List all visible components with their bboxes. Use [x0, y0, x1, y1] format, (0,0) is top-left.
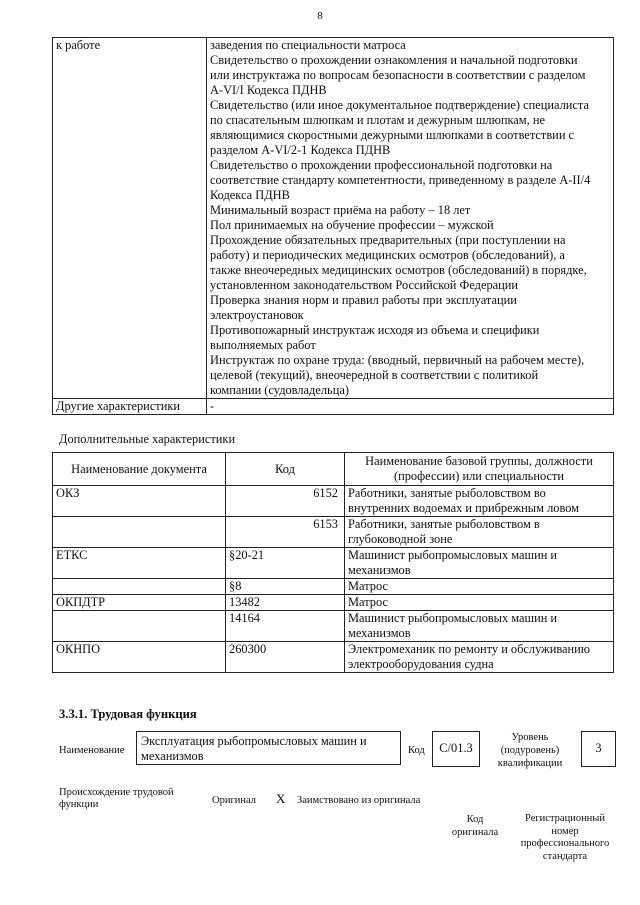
name-cell: [345, 595, 614, 611]
code-original-line2: оригинала: [451, 827, 499, 838]
header-name: [345, 453, 614, 486]
requirement-line: Прохождение обязательных предварительных (при поступлении на: [210, 233, 566, 247]
requirement-line: установленном законодательством Российской Федерации: [210, 278, 519, 292]
table-row: [53, 399, 614, 415]
requirement-line: компании (судовладельца): [210, 383, 349, 397]
doc-cell: ОКЗ: [53, 486, 226, 517]
other-characteristics-value: -: [207, 399, 614, 415]
name-cell: [345, 611, 614, 642]
table-row: [53, 579, 614, 595]
name-line: глубоководной зоне: [348, 532, 453, 546]
name-line: внутренних водоемах и прибрежным ловом: [348, 501, 580, 515]
name-cell: [345, 579, 614, 595]
table-row: [53, 38, 614, 399]
registration-line3: профессионального: [520, 838, 610, 849]
name-cell: [345, 642, 614, 673]
page-number: 8: [317, 10, 323, 22]
original-mark: X: [276, 791, 286, 806]
requirement-line: Свидетельство о прохождении ознакомления и начальной подготовки: [210, 53, 578, 67]
registration-line4: стандарта: [542, 850, 588, 862]
code-cell: 13482: [226, 595, 345, 611]
requirements-text: [207, 38, 614, 399]
requirement-line: Свидетельство (или иное документальное подтверждение) специалиста: [210, 98, 589, 112]
name-line: электрооборудования судна: [348, 657, 494, 671]
name-line: Работники, занятые рыболовством в: [348, 517, 540, 531]
requirements-table: [52, 37, 614, 415]
table-row: [53, 517, 614, 548]
name-line: механизмов: [348, 563, 411, 577]
requirement-line: Инструктаж по охране труда: (вводный, первичный на рабочем месте),: [210, 353, 585, 367]
requirement-line: Проверка знания норм и правил работы при эксплуатации: [210, 293, 517, 307]
additional-characteristics-table: [52, 452, 614, 673]
name-line: механизмов: [348, 626, 411, 640]
additional-characteristics-title: Дополнительные характеристики: [59, 432, 236, 446]
level-label-line2: (подуровень): [500, 745, 560, 756]
code-cell: §8: [226, 579, 345, 595]
function-name-box: [136, 731, 401, 765]
requirement-line: заведения по специальности матроса: [210, 38, 406, 52]
origin-label-line1: Происхождение трудовой: [59, 787, 174, 798]
code-cell: 6152: [226, 486, 345, 517]
name-line: Матрос: [348, 579, 388, 593]
table-row: [53, 548, 614, 579]
origin-label-line2: функции: [59, 799, 99, 810]
requirement-line: выполняемых работ: [210, 338, 316, 352]
name-label: Наименование: [59, 745, 125, 756]
requirements-label: к работе: [53, 38, 207, 399]
requirement-line: Кодекса ПДНВ: [210, 188, 290, 202]
requirement-line: Минимальный возраст приёма на работу – 18 лет: [210, 203, 471, 217]
table-row: [53, 595, 614, 611]
requirement-line: Пол принимаемых на обучение профессии – мужской: [210, 218, 494, 232]
doc-cell: [53, 579, 226, 595]
requirement-line: Свидетельство о прохождении профессиональной подготовки на: [210, 158, 553, 172]
table-row: [53, 486, 614, 517]
header-name-line1: Наименование базовой группы, должности: [365, 454, 593, 468]
function-name-line1: Эксплуатация рыбопромысловых машин и: [141, 734, 367, 748]
requirement-line: электроустановок: [210, 308, 304, 322]
requirement-line: целевой (текущий), внеочередной в соответствии с политикой: [210, 368, 539, 382]
registration-line2: номер: [551, 825, 579, 837]
level-label-line1: Уровень: [511, 732, 549, 743]
requirement-line: по спасательным шлюпкам и плотам и дежурным шлюпкам, не: [210, 113, 545, 127]
other-characteristics-label: Другие характеристики: [53, 399, 207, 415]
name-cell: [345, 486, 614, 517]
name-cell: [345, 548, 614, 579]
code-label: Код: [408, 745, 425, 756]
requirement-line: Противопожарный инструктаж исходя из объема и специфики: [210, 323, 540, 337]
function-name-line2: механизмов: [141, 749, 204, 763]
origin-label: [59, 787, 174, 811]
doc-cell: [53, 611, 226, 642]
level-label-line3: квалификации: [497, 758, 563, 769]
original-label: Оригинал: [212, 795, 256, 806]
code-box: C/01.3: [432, 731, 480, 767]
name-cell: [345, 517, 614, 548]
doc-cell: ЕТКС: [53, 548, 226, 579]
code-original-label: [440, 813, 510, 839]
name-line: Матрос: [348, 595, 388, 609]
name-line: Электромеханик по ремонту и обслуживанию: [348, 642, 591, 656]
table-row: [53, 642, 614, 673]
borrowed-label: Заимствовано из оригинала: [297, 795, 421, 806]
table-header-row: [53, 453, 614, 486]
requirement-line: A-VI/I Кодекса ПДНВ: [210, 83, 327, 97]
code-cell: 6153: [226, 517, 345, 548]
name-line: Машинист рыбопромысловых машин и: [348, 611, 558, 625]
registration-number-label: [515, 813, 615, 863]
header-doc: Наименование документа: [53, 453, 226, 486]
requirement-line: или инструктажа по вопросам безопасности в соответствии с разделом: [210, 68, 586, 82]
table-row: [53, 611, 614, 642]
requirement-line: работу) и периодических медицинских осмотров (обследований), а: [210, 248, 565, 262]
doc-cell: [53, 517, 226, 548]
header-name-line2: (профессии) или специальности: [393, 469, 565, 483]
name-line: Работники, занятые рыболовством во: [348, 486, 546, 500]
doc-cell: ОКНПО: [53, 642, 226, 673]
requirement-line: являющимися скоростными дежурными шлюпками в соответствии с: [210, 128, 575, 142]
requirement-line: разделом A-VI/2-1 Кодекса ПДНВ: [210, 143, 391, 157]
code-cell: §20-21: [226, 548, 345, 579]
requirement-line: соответствие стандарту компетентности, приведенному в разделе A-II/4: [210, 173, 591, 187]
level-label: [486, 731, 574, 770]
doc-cell: ОКПДТР: [53, 595, 226, 611]
registration-line1: Регистрационный: [525, 813, 605, 824]
code-cell: 14164: [226, 611, 345, 642]
level-box: 3: [581, 731, 616, 767]
header-code: Код: [226, 453, 345, 486]
section-title: 3.3.1. Трудовая функция: [59, 707, 197, 721]
code-original-line1: Код: [466, 814, 484, 825]
name-line: Машинист рыбопромысловых машин и: [348, 548, 558, 562]
code-cell: 260300: [226, 642, 345, 673]
requirement-line: также внеочередных медицинских осмотров (обследований) в порядке,: [210, 263, 587, 277]
